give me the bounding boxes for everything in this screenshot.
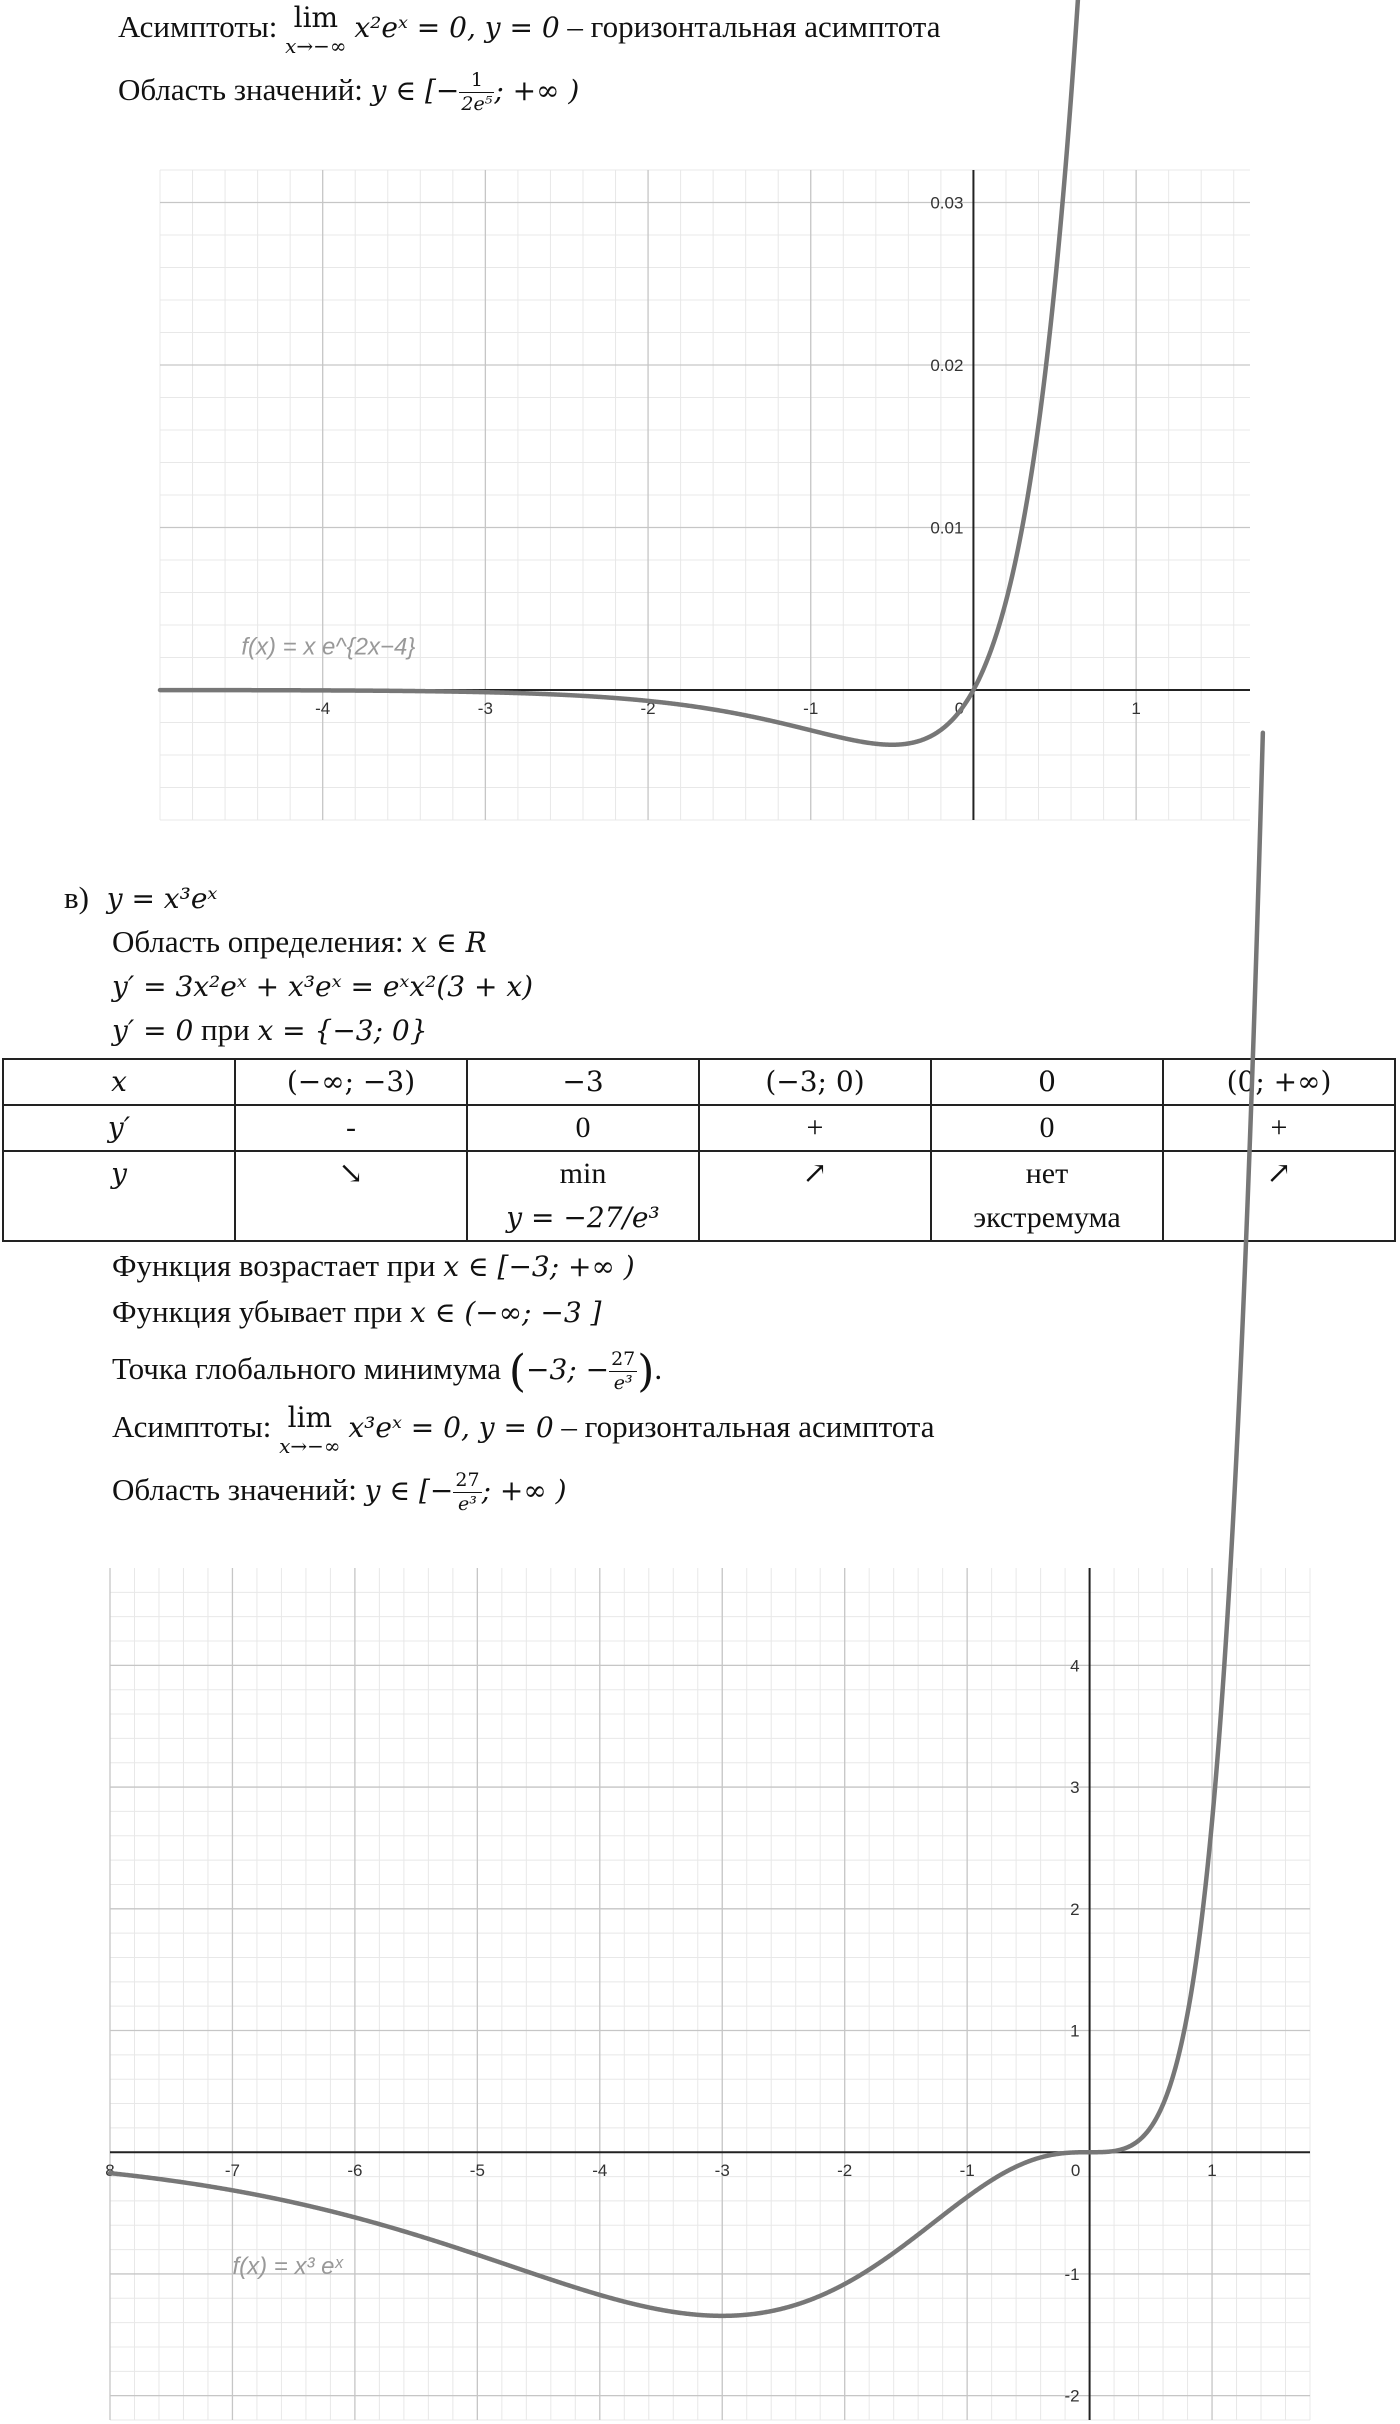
x-tick-label: 8 xyxy=(105,2161,115,2181)
x-tick-label: -7 xyxy=(224,2161,241,2181)
asymptote-expression: x³eˣ = 0, y = 0 xyxy=(348,1411,554,1445)
limit-notation: lim x→−∞ xyxy=(285,1,347,58)
table-cell: + xyxy=(1163,1105,1395,1151)
y-tick-label: 0.03 xyxy=(930,193,964,213)
decreasing-line xyxy=(112,1292,601,1333)
top-asymptotes-line xyxy=(118,1,941,58)
x-tick-label: -4 xyxy=(315,699,331,718)
x-tick-label: 1 xyxy=(1131,699,1141,718)
section-marker: в) xyxy=(64,880,89,915)
x-tick-label: -4 xyxy=(592,2161,608,2181)
y-tick-label: 2 xyxy=(1070,1899,1080,1919)
asymptote-description: – горизонтальная асимптота xyxy=(561,1409,935,1445)
range-label: Область значений: xyxy=(112,1472,357,1507)
decreasing-expression: x ∈ (−∞; −3 ] xyxy=(410,1296,602,1329)
table-cell: нет экстремума xyxy=(931,1151,1163,1241)
table-cell: y xyxy=(3,1151,235,1241)
table-row-function xyxy=(3,1151,1395,1241)
graph-f-x-e2x-4 xyxy=(160,170,1250,820)
x-tick-label: -6 xyxy=(347,2161,363,2181)
table-header-point: −3 xyxy=(467,1059,699,1105)
table-header-point: 0 xyxy=(931,1059,1163,1105)
table-header-interval: (0; +∞) xyxy=(1163,1059,1395,1105)
asymptotes-label: Асимптоты: xyxy=(118,9,278,45)
range-expr-start: y ∈ [− xyxy=(370,74,460,107)
range-expr-end: ; +∞ ) xyxy=(481,1474,567,1507)
derivative-zero: y′ = 0 xyxy=(112,1014,194,1047)
table-cell: min y = −27/e³ xyxy=(467,1151,699,1241)
x-tick-label: -2 xyxy=(640,699,656,718)
domain-expression: x ∈ R xyxy=(411,926,487,959)
y-tick-label: 0.02 xyxy=(930,356,964,375)
increasing-label: Функция возрастает при xyxy=(112,1248,436,1283)
critical-points-line xyxy=(112,1010,428,1051)
table-cell: 0 xyxy=(467,1105,699,1151)
range-fraction: $\frac{1}{\text{2e⁵}}$ xyxy=(461,69,493,116)
x-tick-label: -1 xyxy=(803,699,819,718)
range-line xyxy=(112,1470,567,1514)
function-label: f(x) = x e^{2x−4} xyxy=(241,633,416,661)
table-cell: ↗ xyxy=(1163,1151,1395,1241)
x-tick-label: -3 xyxy=(477,699,493,718)
global-min-label: Точка глобального минимума xyxy=(112,1351,502,1386)
derivative-line xyxy=(112,966,533,1007)
section-v-header xyxy=(64,878,217,919)
asymptotes-line xyxy=(112,1401,935,1458)
increasing-expression: x ∈ [−3; +∞ ) xyxy=(443,1250,635,1283)
table-cell: y′ xyxy=(3,1105,235,1151)
range-expr-end: ; +∞ ) xyxy=(494,74,580,107)
domain-label: Область определения: xyxy=(112,924,404,959)
section-function: y = x³eˣ xyxy=(106,882,218,915)
table-cell: ↘ xyxy=(235,1151,467,1241)
table-cell: ↗ xyxy=(699,1151,931,1241)
asymptote-expression: x²eˣ = 0, y = 0 xyxy=(354,11,560,45)
global-min-line: Точка глобального минимума (−3; − $\frac{27}{\text{e³}}$ ). xyxy=(112,1345,663,1397)
table-cell: 0 xyxy=(931,1105,1163,1151)
graph-f-x3-ex xyxy=(105,1568,1310,2420)
top-range-line xyxy=(118,70,579,114)
range-label: Область значений: xyxy=(118,72,363,107)
derivative-expression: y′ = 3x²eˣ + x³eˣ = eˣx²(3 + x) xyxy=(112,970,534,1003)
function-label: f(x) = x³ eˣ xyxy=(232,2252,343,2280)
zero-word: при xyxy=(201,1012,250,1047)
asymptotes-label: Асимптоты: xyxy=(112,1409,272,1445)
asymptote-description: – горизонтальная асимптота xyxy=(567,9,941,45)
limit-notation: lim x→−∞ xyxy=(279,1401,341,1458)
table-header-interval: (−3; 0) xyxy=(699,1059,931,1105)
x-tick-label: -5 xyxy=(469,2161,485,2181)
y-tick-label: 1 xyxy=(1070,2021,1080,2041)
table-header-x: x xyxy=(3,1059,235,1105)
y-tick-label: 0.01 xyxy=(930,518,964,538)
x-tick-label: -3 xyxy=(714,2161,730,2181)
y-tick-label: 4 xyxy=(1070,1656,1080,1676)
y-tick-label: 3 xyxy=(1070,1778,1080,1798)
table-row-derivative xyxy=(3,1105,1395,1151)
domain-line xyxy=(112,922,487,963)
global-min-fraction: $\frac{27}{\text{e³}}$ xyxy=(611,1348,636,1395)
table-cell: - xyxy=(235,1105,467,1151)
x-tick-label: 0 xyxy=(954,699,965,718)
range-expr-start: y ∈ [− xyxy=(364,1474,454,1507)
decreasing-label: Функция убывает при xyxy=(112,1294,403,1329)
y-tick-label: -1 xyxy=(1064,2264,1080,2284)
y-tick-label: -2 xyxy=(1064,2386,1080,2406)
range-fraction: $\frac{27}{\text{e³}}$ xyxy=(455,1469,480,1516)
x-tick-label: 1 xyxy=(1207,2161,1217,2181)
increasing-line xyxy=(112,1246,635,1287)
critical-points: x = {−3; 0} xyxy=(257,1014,428,1047)
x-tick-label: -2 xyxy=(837,2161,853,2181)
table-cell: + xyxy=(699,1105,931,1151)
table-row-x xyxy=(3,1059,1395,1105)
sign-table xyxy=(2,1058,1396,1242)
x-tick-label: -1 xyxy=(959,2161,975,2181)
global-min-point: −3; − xyxy=(525,1353,610,1386)
x-tick-label: 0 xyxy=(1070,2161,1081,2181)
table-header-interval: (−∞; −3) xyxy=(235,1059,467,1105)
